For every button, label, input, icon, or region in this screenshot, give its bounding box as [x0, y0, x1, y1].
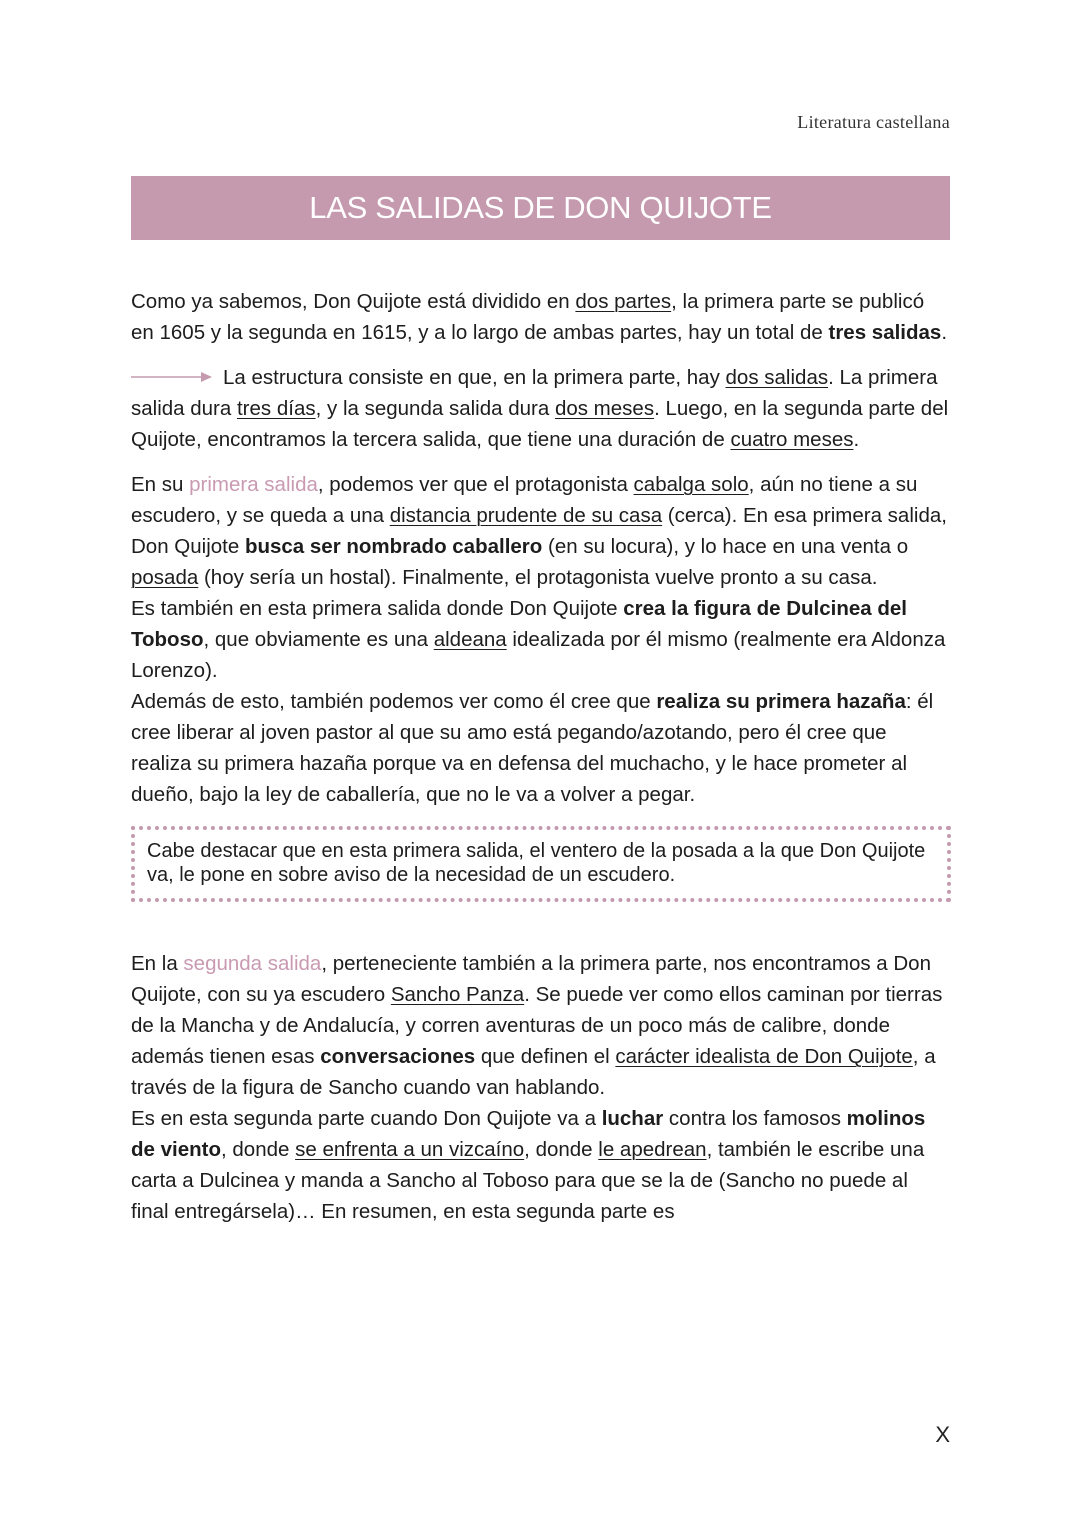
section-spacer: [131, 902, 951, 948]
text-run: Además de esto, también podemos ver como él cree que: [131, 690, 657, 713]
text-run: (hoy sería un hostal). Finalmente, el protagonista vuelve pronto a su casa.: [198, 566, 878, 589]
text-run: . Luego, en la segunda parte del Quijote, encontramos la tercera salida, que tiene una duración de: [131, 397, 949, 451]
text-run: La estructura consiste en que, en la primera parte, hay: [223, 366, 726, 389]
text-run: : él cree liberar al joven pastor al que su amo está pegando/azotando, pero él cree que realiza su primera hazaña porque va en defensa del muchacho, y le hace prometer al dueño, bajo la ley de caballería, que no le va a volver a pegar.: [131, 690, 934, 806]
underlined-text: cuatro meses: [730, 428, 854, 451]
underlined-text: dos partes: [575, 290, 672, 313]
text-run: idealizada por él mismo (realmente era Aldonza Lorenzo).: [131, 628, 946, 682]
bold-text: crea la figura de Dulcinea del Toboso: [131, 597, 907, 651]
arrow-right-icon: [131, 371, 213, 383]
paragraph-windmills: [131, 1103, 951, 1227]
title-banner: [131, 176, 950, 240]
text-run: que definen el: [475, 1045, 616, 1068]
paragraph-intro: [131, 286, 951, 348]
bold-text: luchar: [601, 1107, 664, 1130]
paragraph-dulcinea: [131, 593, 951, 686]
page-number: X: [935, 1422, 950, 1447]
bold-text: realiza su primera hazaña: [656, 690, 906, 713]
underlined-text: distancia prudente de su casa: [389, 504, 663, 527]
bold-text: conversaciones: [320, 1045, 476, 1068]
text-run: En su: [131, 473, 190, 496]
paragraph-second-outing: [131, 948, 951, 1103]
underlined-text: dos meses: [554, 397, 655, 420]
text-run: Es en esta segunda parte cuando Don Quijote va a: [131, 1107, 602, 1130]
text-run: , perteneciente también a la primera parte, nos encontramos a Don Quijote, con su ya escudero: [131, 952, 931, 1006]
paragraph-first-outing: [131, 469, 951, 593]
text-run: . Se puede ver como ellos caminan por tierras de la Mancha y de Andalucía, y corren aventuras de un poco más de calibre, donde además tienen esas: [131, 983, 943, 1068]
underlined-text: carácter idealista de Don Quijote: [615, 1045, 913, 1068]
text-run: , donde: [221, 1138, 296, 1161]
bold-text: busca ser nombrado caballero: [244, 535, 543, 558]
paragraph-first-feat: [131, 686, 951, 810]
underlined-text: posada: [131, 566, 199, 589]
text-run: (en su locura), y lo hace en una venta o: [542, 535, 909, 558]
text-run: , la primera parte se publicó en 1605 y la segunda en 1615, y a lo largo de ambas partes, hay un total de: [131, 290, 925, 344]
text-run: , aún no tiene a su escudero, y se queda a una: [131, 473, 918, 527]
underlined-text: cabalga solo: [633, 473, 749, 496]
highlight-text: primera salida: [189, 473, 318, 496]
page-title: LAS SALIDAS DE DON QUIJOTE: [309, 190, 772, 225]
text-run: Como ya sabemos, Don Quijote está dividido en: [131, 290, 576, 313]
underlined-text: se enfrenta a un vizcaíno: [295, 1138, 525, 1161]
text-run: , donde: [524, 1138, 599, 1161]
underlined-text: le apedrean: [598, 1138, 707, 1161]
text-run: , a través de la figura de Sancho cuando van hablando.: [131, 1045, 936, 1099]
underlined-text: Sancho Panza: [390, 983, 525, 1006]
underlined-text: aldeana: [433, 628, 507, 651]
text-run: .: [853, 428, 860, 451]
underlined-text: dos salidas: [725, 366, 829, 389]
text-run: , que obviamente es una: [203, 628, 434, 651]
bold-text: molinos de viento: [131, 1107, 926, 1161]
text-run: . La primera salida dura: [131, 366, 938, 420]
document-body: [131, 286, 951, 1227]
running-header: Literatura castellana: [797, 112, 950, 132]
text-run: , podemos ver que el protagonista: [317, 473, 634, 496]
text-run: Es también en esta primera salida donde Don Quijote: [131, 597, 624, 620]
bold-text: tres salidas: [828, 321, 942, 344]
paragraph-structure: [131, 362, 951, 455]
text-run: (cerca). En esa primera salida, Don Quijote: [131, 504, 947, 558]
highlight-text: segunda salida: [183, 952, 322, 975]
underlined-text: tres días: [236, 397, 316, 420]
text-run: En la: [131, 952, 184, 975]
text-run: .: [941, 321, 948, 344]
note-box: Cabe destacar que en esta primera salida, el ventero de la posada a la que Don Quijote va, le pone en sobre aviso de la necesidad de un escudero.: [131, 826, 951, 902]
text-run: , también le escribe una carta a Dulcinea y manda a Sancho al Toboso para que se la de (Sancho no puede al final entregársela)… En resumen, en esta segunda parte es: [131, 1138, 925, 1223]
text-run: contra los famosos: [663, 1107, 847, 1130]
text-run: , y la segunda salida dura: [315, 397, 555, 420]
